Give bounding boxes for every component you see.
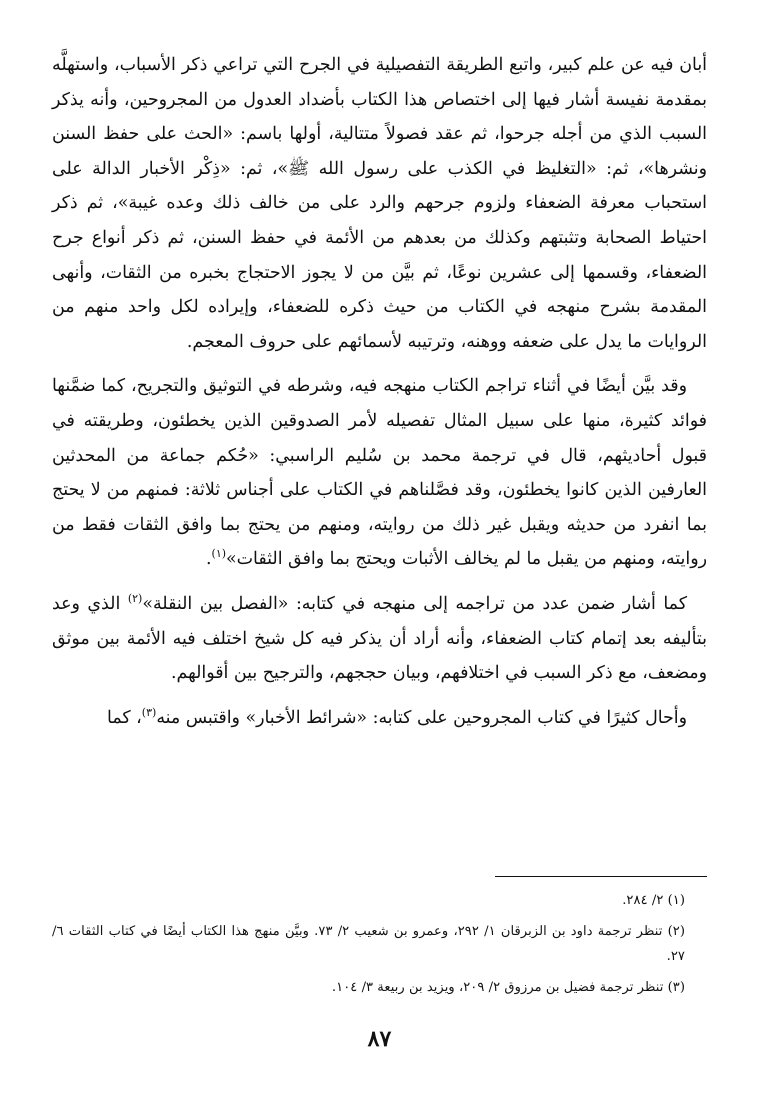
paragraph-3 <box>52 587 707 691</box>
paragraph-3-text-b: الذي وعد بتأليفه بعد إتمام كتاب الضعفاء، وأنه أراد أن يذكر فيه كل شيخ اختلف فيه الأئمة بين موثق ومضعف، مع ذكر السبب في اختلافهم، وبيان حججهم، والترجيح بين أقوالهم. <box>52 593 707 684</box>
paragraph-4 <box>52 701 707 736</box>
footnote-ref-1[interactable]: (١) <box>211 547 227 561</box>
footnote-divider <box>495 876 707 877</box>
footnote-ref-3[interactable]: (٣) <box>141 705 157 719</box>
paragraph-2: وقد بيَّن أيضًا في أثناء تراجم الكتاب منهجه فيه، وشرطه في التوثيق والتجريح، كما ضمَّنها فوائد كثيرة، منها على سبيل المثال تفصيله لأمر الصدوقين الذين يخطئون، وطريقته في قبول أحاديثهم، قال في ترجمة محمد بن سُليم الراسبي: «حُكم جماعة من المحدثين العارفين الذين كانوا يخطئون، وقد فصَّلناهم في الكتاب على أجناس ثلاثة: فمنهم من لا يحتج بما انفرد من حديثه ويقبل غير ذلك من روايته، ومنهم من يحتج بما وافق الثقات فقط من روايته، ومنهم من يقبل ما لم يخالف الأثبات ويحتج بما وافق الثقات»$^{(١)}$. <box>52 376 707 570</box>
paragraph-3-text-a: كما أشار ضمن عدد من تراجمه إلى منهجه في كتابه: «الفصل بين النقلة» <box>142 593 687 614</box>
footnote-ref-2[interactable]: (٢) <box>127 592 143 606</box>
paragraph-1-text: أبان فيه عن علم كبير، واتبع الطريقة التفصيلية في الجرح التي تراعي ذكر الأسباب، واستهلَّه بمقدمة نفيسة أشار فيها إلى اختصاص هذا الكتاب بأضداد العدول من المجروحين، وأنه يذكر السبب الذي من أجله جرحوا، ثم عقد فصولاً متتالية، أولها باسم: «الحث على حفظ السنن ونشرها»، ثم: «التغليظ في الكذب على رسول الله ﷺ»، ثم: «ذِكْر الأخبار الدالة على استحباب معرفة الضعفاء ولزوم جرحهم والرد على من خالف ذلك وعده غيبة»، ثم ذكر احتياط الصحابة وتثبتهم وكذلك من بعدهم من الأئمة في حفظ السنن، ثم ذكر أنواع جرح الضعفاء، وقسمها إلى عشرين نوعًا، ثم بيَّن من لا يجوز الاحتجاج بخبره من الثقات، وأنهى المقدمة بشرح منهجه في الكتاب من حيث ذكره للضعفاء، وإيراده لكل واحد منهم من الروايات ما يدل على ضعفه ووهنه، وترتيبه لأسمائهم على حروف المعجم. <box>52 55 707 352</box>
page-number: ٨٧ <box>367 1026 392 1052</box>
footnotes <box>52 888 707 1000</box>
paragraph-1 <box>52 48 707 359</box>
footnote-2: (٢) تنظر ترجمة داود بن الزبرقان ١/ ٢٩٢، وعمرو بن شعيب ٢/ ٧٣. وبيَّن منهج هذا الكتاب أيضًا في كتاب الثقات ٦/ ٢٧. <box>52 924 685 964</box>
main-text <box>52 48 707 735</box>
paragraph-4-text-b: ، كما <box>107 707 142 728</box>
paragraph-2-text: وقد بيَّن أيضًا في أثناء تراجم الكتاب منهجه فيه، وشرطه في التوثيق والتجريح، كما ضمَّنها فوائد كثيرة، منها على سبيل المثال تفصيله لأمر الصدوقين الذين يخطئون، وطريقته في قبول أحاديثهم، قال في ترجمة محمد بن سُليم الراسبي: «حُكم جماعة من المحدثين العارفين الذين كانوا يخطئون، وقد فصَّلناهم في الكتاب على أجناس ثلاثة: فمنهم من لا يحتج بما انفرد من حديثه ويقبل غير ذلك من روايته، ومنهم من يحتج بما وافق الثقات فقط من روايته، ومنهم من يقبل ما لم يخالف الأثبات ويحتج بما وافق الثقات» <box>52 376 707 570</box>
footnote-3: (٣) تنظر ترجمة فضيل بن مرزوق ٢/ ٢٠٩، ويزيد بن ربيعة ٣/ ١٠٤. <box>331 980 685 995</box>
paragraph-4-text-a: وأحال كثيرًا في كتاب المجروحين على كتابه: «شرائط الأخبار» واقتبس منه <box>156 707 687 728</box>
footnote-1: (١) ٢/ ٢٨٤. <box>622 893 685 908</box>
